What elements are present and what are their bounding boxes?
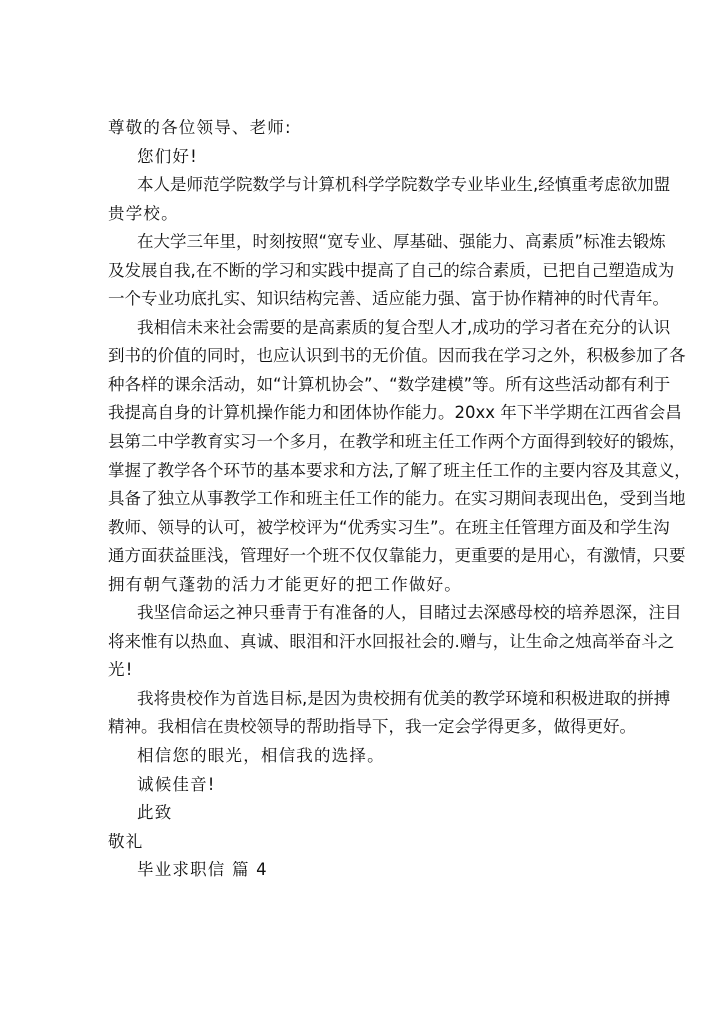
- text-line: 县第二中学教育实习一个多月，在教学和班主任工作两个方面得到较好的锻炼，: [108, 432, 686, 452]
- document-body: [108, 114, 691, 885]
- text-line: 拥有朝气蓬勃的活力才能更好的把工作做好。: [108, 574, 462, 594]
- text-line: 贵学校。: [108, 203, 179, 223]
- text-line: 我将贵校作为首选目标,是因为贵校拥有优美的教学环境和积极进取的拼搏: [137, 688, 671, 708]
- text-line: 一个专业功底扎实、知识结构完善、适应能力强、富于协作精神的时代青年。: [108, 289, 669, 309]
- text-line: 相信您的眼光，相信我的选择。: [137, 746, 385, 766]
- text-line: 通方面获益匪浅，管理好一个班不仅仅靠能力，更重要的是用心，有激情，只要: [108, 546, 686, 566]
- text-line: 具备了独立从事教学工作和班主任工作的能力。在实习期间表现出色，受到当地: [108, 489, 686, 509]
- text-line: 到书的价值的同时，也应认识到书的无价值。因而我在学习之外，积极参加了各: [108, 346, 686, 366]
- text-line: 本人是师范学院数学与计算机科学学院数学专业毕业生,经慎重考虑欲加盟: [137, 175, 671, 195]
- text-line: 光!: [108, 660, 134, 680]
- text-line: 种各样的课余活动，如“计算机协会”、“数学建模”等。所有这些活动都有利于: [108, 374, 671, 394]
- text-line: 尊敬的各位领导、老师:: [108, 118, 292, 137]
- text-line: 在大学三年里，时刻按照“宽专业、厚基础、强能力、高素质”标准去锻炼: [137, 232, 666, 252]
- text-line: 您们好!: [137, 146, 198, 166]
- text-line: 教师、领导的认可，被学校评为“优秀实习生”。在班主任管理方面及和学生沟: [108, 517, 670, 537]
- text-line: 毕业求职信 篇 4: [137, 860, 268, 880]
- text-line: 敬礼: [108, 831, 144, 851]
- text-line: 我提高自身的计算机操作能力和团体协作能力。20xx 年下半学期在江西省会昌: [108, 403, 682, 423]
- text-line: 掌握了教学各个环节的基本要求和方法,了解了班主任工作的主要内容及其意义，: [108, 460, 691, 480]
- text-line: 我相信未来社会需要的是高素质的复合型人才,成功的学习者在充分的认识: [137, 317, 671, 337]
- text-line: 将来惟有以热血、真诚、眼泪和汗水回报社会的.赠与，让生命之烛高举奋斗之: [108, 631, 675, 651]
- text-line: 此致: [137, 803, 173, 823]
- text-line: 诚候佳音!: [137, 774, 216, 794]
- text-line: 及发展自我,在不断的学习和实践中提高了自己的综合素质，已把自己塑造成为: [108, 260, 675, 280]
- text-line: 我坚信命运之神只垂青于有准备的人，目睹过去深感母校的培养恩深，注目: [137, 603, 682, 623]
- text-line: 精神。我相信在贵校领导的帮助指导下，我一定会学得更多，做得更好。: [108, 717, 636, 737]
